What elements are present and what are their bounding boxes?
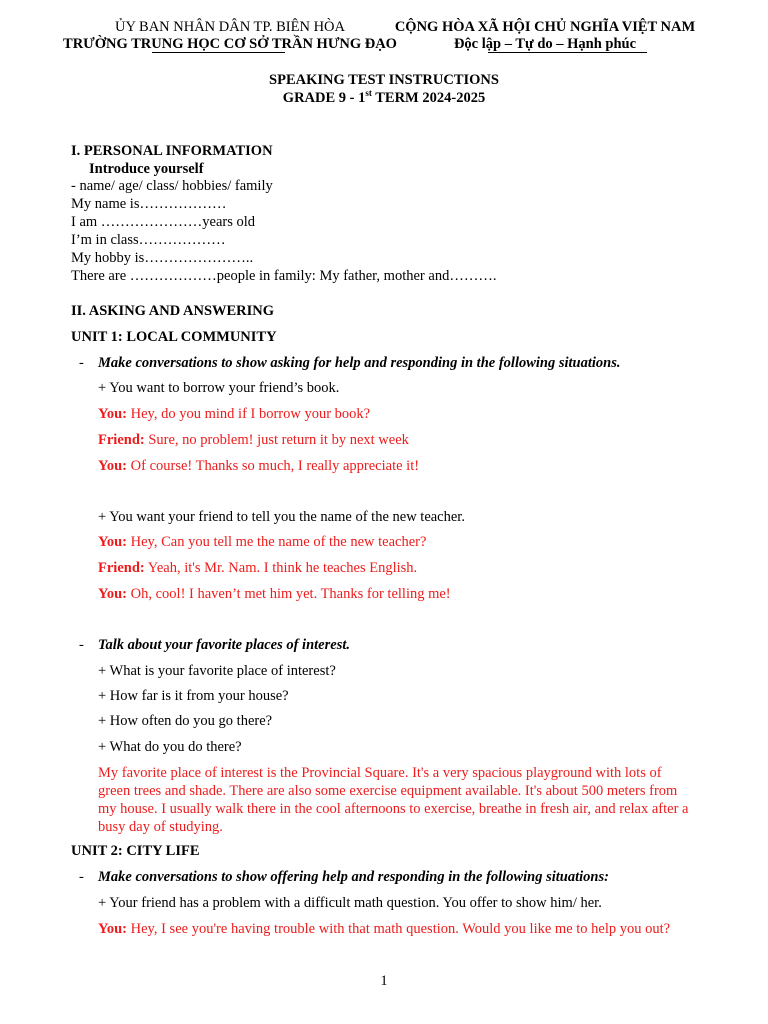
unit1-task2: Talk about your favorite places of interest. <box>98 637 350 653</box>
unit1-situation1: + You want to borrow your friend’s book. <box>98 380 340 396</box>
unit1-dialog2-line2: Friend: Yeah, it's Mr. Nam. I think he teaches English. <box>98 560 418 576</box>
unit2-dialog1-line1: You: Hey, I see you're having trouble with that math question. Would you like me to help you out? <box>98 921 671 937</box>
section1-line-name: My name is……………… <box>71 196 227 212</box>
unit2-task1-dash: - <box>79 869 84 885</box>
section1-line-age: I am …………………years old <box>71 214 256 230</box>
section1-bullet: - name/ age/ class/ hobbies/ family <box>71 178 273 194</box>
unit1-task1: Make conversations to show asking for help and responding in the following situations. <box>98 355 621 371</box>
header-right-line2: Độc lập – Tự do – Hạnh phúc <box>453 36 637 52</box>
unit1-dialog2-line3: You: Oh, cool! I haven’t met him yet. Thanks for telling me! <box>98 586 451 602</box>
section2-heading: II. ASKING AND ANSWERING <box>71 303 275 319</box>
unit1-situation2: + You want your friend to tell you the name of the new teacher. <box>98 509 465 525</box>
unit1-question3: + How often do you go there? <box>98 713 273 729</box>
unit2-task1: Make conversations to show offering help and responding in the following situations: <box>98 869 609 885</box>
unit1-heading: UNIT 1: LOCAL COMMUNITY <box>71 329 277 345</box>
unit2-heading: UNIT 2: CITY LIFE <box>71 843 200 859</box>
title-line1: SPEAKING TEST INSTRUCTIONS <box>269 72 499 88</box>
unit1-dialog1-line2: Friend: Sure, no problem! just return it by next week <box>98 432 409 448</box>
unit1-dialog2-line1: You: Hey, Can you tell me the name of the new teacher? <box>98 534 427 550</box>
section1-heading: I. PERSONAL INFORMATION <box>71 143 273 159</box>
page-number: 1 <box>380 973 388 989</box>
header-right-underline <box>488 52 647 53</box>
header-left-line1: ỦY BAN NHÂN DÂN TP. BIÊN HÒA <box>115 19 345 35</box>
unit1-dialog1-line3: You: Of course! Thanks so much, I really appreciate it! <box>98 458 420 474</box>
title-line2: GRADE 9 - 1st TERM 2024-2025 <box>282 88 486 106</box>
header-left-underline <box>152 52 285 53</box>
unit1-question1: + What is your favorite place of interest? <box>98 663 336 679</box>
unit1-dialog1-line1: You: Hey, do you mind if I borrow your book? <box>98 406 371 422</box>
header-left-line2: TRƯỜNG TRUNG HỌC CƠ SỞ TRẦN HƯNG ĐẠO <box>63 36 397 52</box>
header-right-line1: CỘNG HÒA XÃ HỘI CHỦ NGHĨA VIỆT NAM <box>394 19 696 35</box>
unit1-task1-dash: - <box>79 355 84 371</box>
section1-subheading: Introduce yourself <box>89 161 204 177</box>
section1-line-hobby: My hobby is………………….. <box>71 250 254 266</box>
section1-line-family: There are ………………people in family: My father, mother and………. <box>71 268 497 284</box>
unit1-question2: + How far is it from your house? <box>98 688 289 704</box>
unit1-task2-dash: - <box>79 637 84 653</box>
section1-line-class: I’m in class……………… <box>71 232 226 248</box>
unit2-situation1: + Your friend has a problem with a difficult math question. You offer to show him/ her. <box>98 895 602 911</box>
unit1-question4: + What do you do there? <box>98 739 242 755</box>
unit1-answer-paragraph: My favorite place of interest is the Provincial Square. It's a very spacious playground with lots of green trees and shade. There are also some exercise equipment available. It's about 500 meters from my house. I usually walk there in the cool afternoons to exercise, breathe in fresh air, and relax after a busy day of studying. <box>98 765 689 835</box>
